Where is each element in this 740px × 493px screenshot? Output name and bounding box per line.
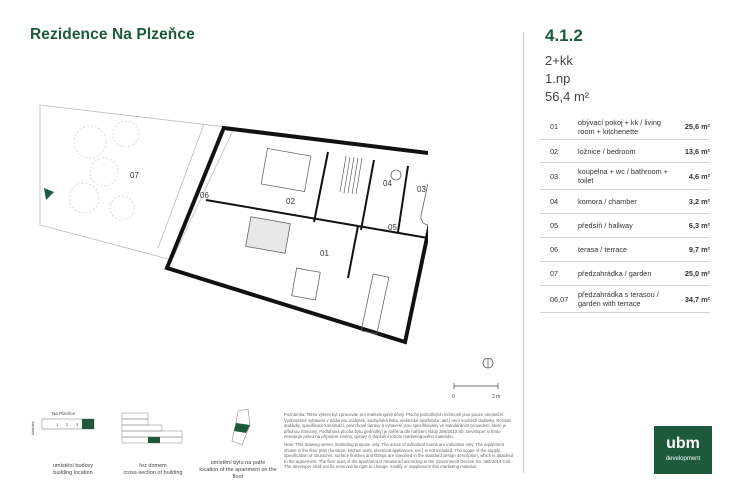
room-number: 06: [550, 245, 559, 254]
tree-icon: [90, 158, 118, 186]
unit-floor: 1.np: [545, 71, 571, 86]
room-number: 05: [550, 221, 559, 230]
scale-start: 0: [452, 394, 455, 400]
room-area: 34,7 m²: [684, 294, 710, 304]
room-number: 03: [550, 171, 559, 181]
sofa-icon: [246, 217, 291, 253]
room-label-03: 03: [417, 185, 426, 194]
dining-table-icon: [292, 268, 320, 300]
unit-area: [545, 89, 589, 104]
room-label-02: 02: [286, 197, 295, 206]
tree-icon: [113, 121, 139, 147]
scale-bar: [452, 358, 522, 408]
room-name: předzahrádka / garden: [578, 269, 652, 278]
room-label-06: 06: [200, 191, 209, 200]
room-area: 6,3 m²: [688, 221, 710, 230]
room-row: [540, 238, 710, 262]
room-label-05: 05: [388, 223, 397, 232]
floor-caption-en: location of the apartment on the floor: [199, 467, 277, 480]
unit-area-value: 56,4: [545, 89, 571, 104]
logo-mark: ubm: [666, 435, 700, 452]
room-row: [540, 163, 710, 190]
locator-drawings: [28, 405, 278, 457]
page-title: Rezidence Na Plzeňce: [30, 26, 195, 43]
building-caption-en: building location: [53, 470, 93, 476]
vertical-divider: [523, 32, 524, 473]
building-num-2: 2: [66, 422, 69, 427]
floor-plan: [28, 80, 428, 355]
building-caption-cz: umístění budovy: [52, 463, 94, 469]
interior-wall: [348, 226, 358, 278]
interior-wall: [314, 152, 328, 222]
room-number: 01: [550, 122, 559, 131]
exterior-wall: [167, 128, 428, 342]
room-name: ložnice / bedroom: [578, 146, 636, 156]
unit-area-unit: m²: [573, 89, 590, 104]
scale-end: 2 m: [492, 394, 501, 400]
interior-wall: [361, 160, 374, 230]
section-caption: [114, 463, 192, 477]
room-row: [540, 286, 710, 313]
room-number: 07: [550, 269, 559, 278]
room-label-01: 01: [320, 249, 329, 258]
room-label-04: 04: [383, 179, 392, 188]
room-name: předzahrádka s terasou / garden with terrace: [578, 290, 659, 308]
tree-icon: [69, 183, 99, 213]
note-en: Note: This drawing serves marketing purpose only. The areas of individual rooms are indicative only. The equipment shown in the floor plan (furniture, kitchen units, electrical appliances, etc.) is not included. The scope of the supply, specification of structures, surface finishes and fittings are specified in the standard design description, which is attached to the agreement. The floor area of the apartment is measured according to the Government Decree No. 366/2013 Coll. The developer shall not be reserved its right to change, modify or supplement this marketing material.: [284, 441, 514, 470]
unit-id: 4.1.2: [545, 26, 583, 45]
room-row: [540, 262, 710, 286]
room-row: [540, 190, 710, 214]
unit-layout: 2+kk: [545, 53, 573, 68]
section-caption-cz: řez domem: [139, 463, 167, 469]
room-number: 04: [550, 197, 559, 206]
room-area: 25,0 m²: [684, 269, 710, 278]
room-number: 02: [550, 146, 559, 156]
room-row: [540, 114, 710, 140]
interior-wall: [398, 166, 408, 232]
section-icon: [122, 413, 182, 443]
logo-text: development: [665, 456, 701, 462]
tree-icon: [74, 126, 106, 158]
ubm-logo: [654, 426, 712, 474]
garden-outline: [40, 105, 234, 260]
room-name: komora / chamber: [578, 197, 637, 206]
room-area: 9,7 m²: [688, 245, 710, 254]
room-area: 4,6 m²: [688, 171, 710, 181]
building-highlight: [82, 419, 94, 429]
room-name: terasa / terrace: [578, 245, 628, 254]
room-table: [540, 114, 710, 313]
room-name: koupelna + wc / bathroom + toilet: [578, 167, 669, 185]
garden-entrance-icon: [44, 188, 54, 200]
room-label-07: 07: [130, 171, 139, 180]
bed-icon: [261, 148, 311, 191]
building-num-3: 3: [76, 422, 79, 427]
floor-locator-icon: [232, 409, 250, 445]
room-area: 3,2 m²: [688, 197, 710, 206]
building-num-1: 1: [56, 422, 59, 427]
shelves: [340, 156, 362, 194]
room-row: [540, 214, 710, 238]
room-area: 13,6 m²: [684, 146, 710, 156]
building-side-label: Nádražní: [31, 420, 35, 435]
note-cz: Poznámka: Tento výkres byl zpracován pro marketingové účely. Plochy jednotlivých místností jsou pouze orientační. Vyobrazené vybavení v půdorysu (nábytek, kuchyňská linka, elektrické spotřebiče, atd.) není součástí dodávky. Rozsah dodávky, specifikace konstrukcí, povrchové úpravy a vybavení jsou specifikovány ve standardním provedení, které je přílohou Smlouvy. Podlahová plocha bytu (jednotky) je měřena dle nařízení vlády 366/2013 Sb. Developer si tímto nesvaluje právo na případné změny, úpravy či doplnění tohoto marketingového materiálu.: [284, 412, 511, 440]
room-name: předsíň / hallway: [578, 221, 633, 230]
building-locator-title: Na Plzeňce: [52, 411, 76, 416]
tree-icon: [110, 196, 134, 220]
toilet-icon: [391, 170, 401, 180]
floor-caption: [198, 460, 278, 481]
floor-caption-cz: umístění bytu na patře: [210, 460, 266, 466]
section-caption-en: cross-section of building: [123, 470, 183, 476]
room-row: [540, 140, 710, 163]
room-name: obývací pokoj + kk / living room + kitchenette: [578, 117, 661, 136]
room-area: 25,6 m²: [684, 122, 710, 131]
room-number: 06,07: [550, 294, 569, 304]
building-caption: [38, 463, 108, 477]
kitchen-counter-icon: [361, 274, 389, 334]
disclaimer-note: [284, 412, 516, 470]
